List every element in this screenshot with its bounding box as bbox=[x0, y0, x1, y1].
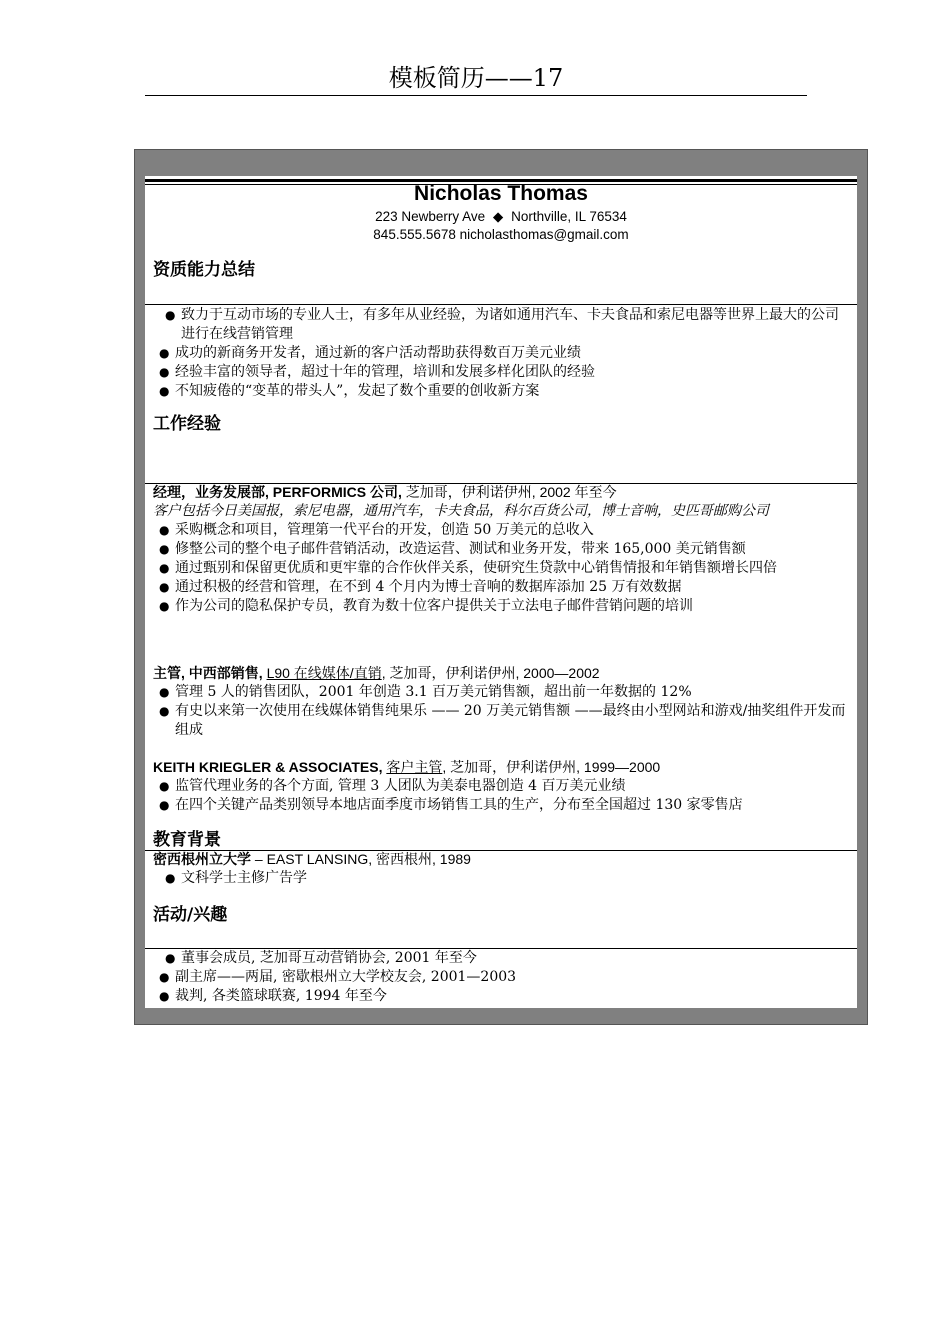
summary-divider bbox=[145, 304, 857, 305]
contact-line bbox=[145, 226, 857, 244]
activity-item: ● 董事会成员, 芝加哥互动营销协会, 2001 年至今 bbox=[153, 949, 851, 968]
job-item: ● 有史以来第一次使用在线媒体销售纯果乐 —— 20 万美元销售额 ——最终由小型网站和游戏/抽奖组件开发而组成 bbox=[153, 702, 851, 740]
job-header bbox=[153, 758, 851, 777]
degree: ● 文科学士主修广告学 bbox=[153, 869, 851, 888]
job-role: 经理，业务发展部, PERFORMICS 公司, bbox=[153, 484, 402, 500]
job-item: ● 修整公司的整个电子邮件营销活动，改造运营、测试和业务开发，带来 165,000 美元销售额 bbox=[153, 540, 851, 559]
activities-list bbox=[153, 949, 851, 1006]
street-address: 223 Newberry Ave bbox=[375, 209, 486, 224]
experience-heading: 工作经验 bbox=[153, 414, 221, 434]
job-header bbox=[153, 664, 851, 683]
job-role: KEITH KRIEGLER & ASSOCIATES, bbox=[153, 759, 383, 775]
job-kriegler bbox=[153, 758, 851, 815]
job-company: 客户主管 bbox=[386, 759, 443, 775]
job-company: L90 在线媒体/直销 bbox=[266, 665, 382, 681]
address-line bbox=[145, 208, 857, 226]
job-item: ● 通过积极的经营和管理，在不到 4 个月内为博士音响的数据库添加 25 万有效数据 bbox=[153, 578, 851, 597]
job-item: ● 通过甄别和保留更优质和更牢靠的合作伙伴关系，使研究生贷款中心销售情报和年销售额增长四倍 bbox=[153, 559, 851, 578]
resume-frame bbox=[134, 149, 868, 1025]
education-header bbox=[153, 850, 851, 869]
job-clients: 客户包括今日美国报，索尼电器，通用汽车，卡夫食品，科尔百货公司，博士音响，史匹哥邮购公司 bbox=[153, 503, 769, 519]
school-dash: – bbox=[251, 851, 267, 867]
summary-item: ● 致力于互动市场的专业人士，有多年从业经验，为诸如通用汽车、卡夫食品和索尼电器等世界上最大的公司进行在线营销管理 bbox=[153, 306, 851, 344]
job-item: ● 监管代理业务的各个方面, 管理 3 人团队为美泰电器创造 4 百万美元业绩 bbox=[153, 777, 851, 796]
email-address: nicholasthomas@gmail.com bbox=[459, 227, 629, 242]
summary-item: ● 成功的新商务开发者，通过新的客户活动帮助获得数百万美元业绩 bbox=[153, 344, 851, 363]
candidate-name: Nicholas Thomas bbox=[414, 182, 588, 205]
job-header bbox=[153, 483, 851, 502]
job-location: , 芝加哥，伊利诺伊州, 2000—2002 bbox=[381, 665, 600, 681]
activities-heading: 活动/兴趣 bbox=[153, 905, 228, 925]
job-item: ● 在四个关键产品类别领导本地店面季度市场销售工具的生产，分布至全国超过 130 家零售店 bbox=[153, 796, 851, 815]
phone-number: 845.555.5678 bbox=[373, 227, 456, 242]
city-state-zip: Northville, IL 76534 bbox=[511, 209, 627, 224]
summary-item: ● 经验丰富的领导者，超过十年的管理，培训和发展多样化团队的经验 bbox=[153, 363, 851, 382]
activity-item: ● 副主席——两届, 密歇根州立大学校友会, 2001—2003 bbox=[153, 968, 851, 987]
job-item: ● 作为公司的隐私保护专员，教育为数十位客户提供关于立法电子邮件营销问题的培训 bbox=[153, 597, 851, 616]
summary-heading: 资质能力总结 bbox=[153, 260, 255, 280]
job-l90 bbox=[153, 664, 851, 740]
education-block bbox=[153, 850, 851, 888]
diamond-separator-icon: ◆ bbox=[492, 209, 504, 224]
job-performics bbox=[153, 483, 851, 616]
summary-list bbox=[153, 306, 851, 401]
summary-item: ● 不知疲倦的“变革的带头人”，发起了数个重要的创收新方案 bbox=[153, 382, 851, 401]
job-location: 芝加哥，伊利诺伊州, 2002 年至今 bbox=[401, 484, 617, 500]
activity-item: ● 裁判, 各类篮球联赛, 1994 年至今 bbox=[153, 987, 851, 1006]
job-role: 主管, 中西部销售, bbox=[153, 665, 263, 681]
job-item: ● 采购概念和项目，管理第一代平台的开发，创造 50 万美元的总收入 bbox=[153, 521, 851, 540]
school-name: 密西根州立大学 bbox=[153, 851, 251, 867]
resume-sheet bbox=[145, 176, 857, 1008]
school-location: EAST LANSING, 密西根州, 1989 bbox=[266, 851, 471, 867]
document-title: 模板简历——17 bbox=[145, 62, 807, 96]
job-location: , 芝加哥，伊利诺伊州, 1999—2000 bbox=[442, 759, 661, 775]
education-heading: 教育背景 bbox=[153, 830, 221, 850]
job-item: ● 管理 5 人的销售团队，2001 年创造 3.1 百万美元销售额，超出前一年数据的 12% bbox=[153, 683, 851, 702]
